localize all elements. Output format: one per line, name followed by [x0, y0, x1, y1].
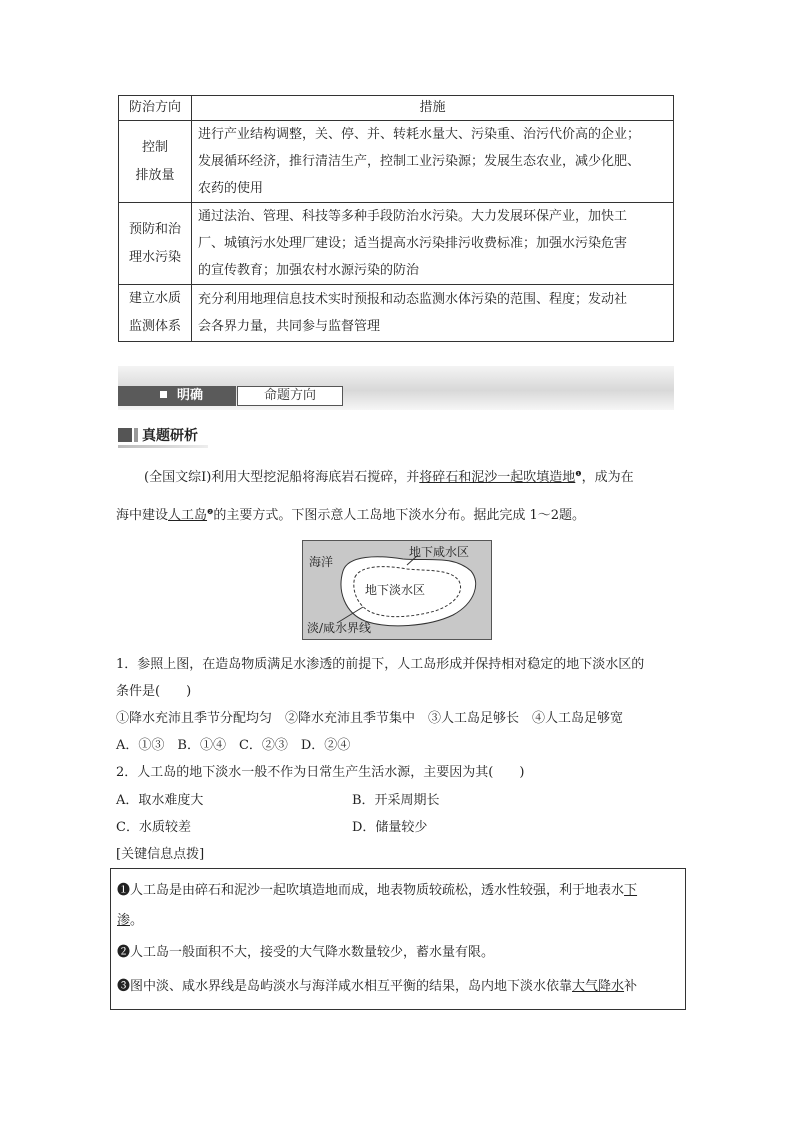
- intro-line-2: [116, 504, 585, 523]
- direction-line: 建立水质: [128, 291, 181, 306]
- title-marker-icon: [118, 428, 132, 442]
- question-2-stem: 2．人工岛的地下淡水一般不作为日常生产生活水源，主要因为其( ): [116, 765, 525, 780]
- row-measures: [192, 203, 674, 285]
- table-row: [119, 285, 674, 342]
- question-1-stem-cont: 条件是( ): [116, 684, 192, 699]
- direction-line: 排放量: [135, 167, 175, 183]
- direction-line: 控制: [141, 139, 168, 155]
- title-marker-accent-icon: [134, 428, 138, 442]
- underlined-key-phrase: 下: [624, 883, 638, 898]
- key-info-item-1-cont: [117, 909, 143, 928]
- underlined-key-phrase: 将碎石和泥沙一起吹填造地: [419, 470, 576, 485]
- measure-line: 会各界力量，共同参与监督管理: [198, 319, 381, 334]
- label-freshwater: 地下淡水区: [365, 583, 426, 597]
- choice-d: D．储量较少: [352, 820, 428, 835]
- key-info-text: 人工岛一般面积不大，接受的大气降水数量较少，蓄水量有限。: [130, 945, 495, 960]
- key-info-text: 。: [130, 913, 144, 928]
- row-measures: [192, 121, 674, 203]
- key-info-box: [110, 868, 686, 1010]
- intro-text: 的主要方式。下图示意人工岛地下淡水分布。据此完成 1～2题。: [213, 508, 585, 523]
- annotation-mark: ❷: [207, 508, 214, 516]
- measure-line: 的宣传教育；加强农村水源污染的防治: [198, 263, 420, 278]
- row-direction: [119, 285, 192, 342]
- measure-line: 厂、城镇污水处理厂建设；适当提高水污染排污收费标准；加强水污染危害: [198, 236, 628, 251]
- measure-line: 充分利用地理信息技术实时预报和动态监测水体污染的范围、程度；发动社: [198, 292, 628, 307]
- banner-tab-dark: [118, 386, 236, 406]
- direction-line: 理水污染: [128, 249, 181, 265]
- row-direction: [119, 121, 192, 203]
- choice-b: B．开采周期长: [352, 793, 440, 808]
- table-header-row: [119, 96, 674, 121]
- measures-table: [118, 95, 674, 342]
- underlined-key-phrase: 人工岛: [168, 508, 208, 523]
- label-boundary: 淡/咸水界线: [307, 621, 372, 635]
- intro-text: 海中建设: [116, 508, 169, 523]
- direction-line: 监测体系: [128, 319, 181, 334]
- intro-text: (全国文综Ⅰ)利用大型挖泥船将海底岩石搅碎，并: [144, 470, 420, 485]
- annotation-mark: ❶: [117, 883, 131, 898]
- artificial-island-figure: [302, 540, 492, 640]
- annotation-mark: ❶: [575, 470, 582, 478]
- annotation-mark: ❷: [117, 945, 131, 960]
- underlined-key-phrase: 渗: [117, 913, 131, 928]
- choice-c: C．水质较差: [116, 820, 191, 835]
- header-measures: 措施: [192, 96, 674, 121]
- key-info-item-3: [117, 975, 637, 994]
- title-underline: [118, 445, 208, 448]
- question-1-conditions: ①降水充沛且季节分配均匀 ②降水充沛且季节集中 ③人工岛足够长 ④人工岛足够宽: [116, 711, 624, 726]
- annotation-mark: ❸: [117, 979, 131, 994]
- label-ocean: 海洋: [309, 555, 334, 569]
- question-1-stem: 1．参照上图，在造岛物质满足水渗透的前提下，人工岛形成并保持相对稳定的地下淡水区的: [116, 657, 645, 672]
- measure-line: 发展循环经济，推行清洁生产，控制工业污染源；发展生态农业，减少化肥、: [198, 154, 641, 169]
- intro-text: ，成为在: [581, 470, 634, 485]
- row-direction: [119, 203, 192, 285]
- key-info-item-2: [117, 941, 494, 960]
- label-saltwater: 地下咸水区: [409, 545, 470, 559]
- key-info-text: 人工岛是由碎石和泥沙一起吹填造地而成，地表物质较疏松，透水性较强，利于地表水: [130, 883, 625, 898]
- intro-line-1: [144, 466, 634, 485]
- row-measures: [192, 285, 674, 342]
- table-row: [119, 203, 674, 285]
- key-info-title: [关键信息点拨]: [116, 847, 205, 862]
- underlined-key-phrase: 大气降水: [572, 979, 625, 994]
- square-bullet-icon: [160, 391, 167, 398]
- banner-dark-label: 明确: [177, 388, 204, 403]
- key-info-text: 图中淡、咸水界线是岛屿淡水与海洋咸水相互平衡的结果，岛内地下淡水依靠: [130, 979, 573, 994]
- key-info-item-1: [117, 879, 637, 898]
- header-direction: 防治方向: [119, 96, 192, 121]
- measure-line: 农药的使用: [198, 181, 264, 196]
- table-row: [119, 121, 674, 203]
- question-1-choices: A．①③ B．①④ C．②③ D．②④: [116, 738, 351, 753]
- direction-line: 预防和治: [128, 221, 181, 237]
- measure-line: 通过法治、管理、科技等多种手段防治水污染。大力发展环保产业，加快工: [198, 209, 628, 224]
- section-title-text: 真题研析: [142, 428, 198, 444]
- choice-a: A．取水难度大: [116, 793, 204, 808]
- measure-line: 进行产业结构调整，关、停、并、转耗水量大、污染重、治污代价高的企业；: [198, 127, 641, 142]
- section-title: [118, 427, 198, 445]
- key-info-text: 补: [624, 979, 638, 994]
- banner-tab-light: 命题方向: [237, 386, 343, 406]
